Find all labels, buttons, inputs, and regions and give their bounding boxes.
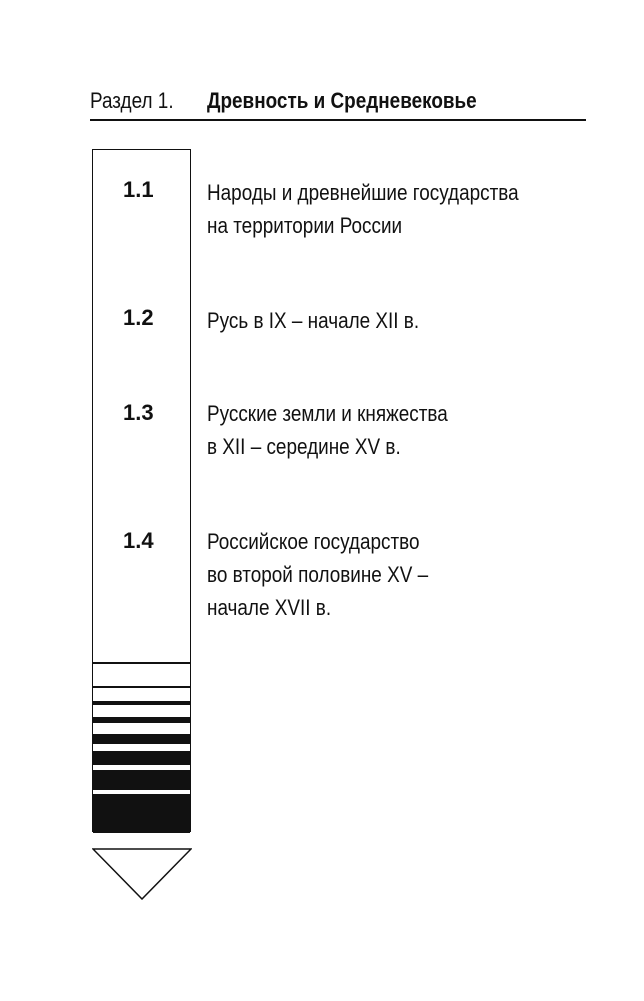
item-number: 1.1: [123, 177, 154, 202]
timeline-stripe: [93, 794, 190, 833]
timeline-stripe: [93, 770, 190, 790]
item-title: Русские земли и княжества в XII – середине XV в.: [207, 401, 448, 459]
item-title: Народы и древнейшие государства на территории России: [207, 180, 519, 238]
item-title: Российское государство во второй половине XV – начале XVII в.: [207, 529, 429, 620]
section-label: Раздел 1.: [90, 88, 174, 113]
section-title: Древность и Средневековье: [207, 88, 477, 113]
timeline-stripe: [93, 751, 190, 765]
item-number: 1.4: [123, 528, 154, 553]
item-title: Русь в IX – начале XII в.: [207, 308, 420, 333]
timeline-stripe: [93, 686, 190, 688]
timeline-stripe: [93, 701, 190, 705]
timeline-stripe: [93, 734, 190, 744]
timeline-stripe: [93, 717, 190, 723]
timeline-column: [92, 149, 191, 832]
item-number: 1.3: [123, 400, 154, 425]
header-rule: [90, 119, 586, 121]
down-arrow-icon: [92, 848, 192, 900]
item-number: 1.2: [123, 305, 154, 330]
section-header: [90, 84, 586, 120]
timeline-stripe: [93, 662, 190, 664]
